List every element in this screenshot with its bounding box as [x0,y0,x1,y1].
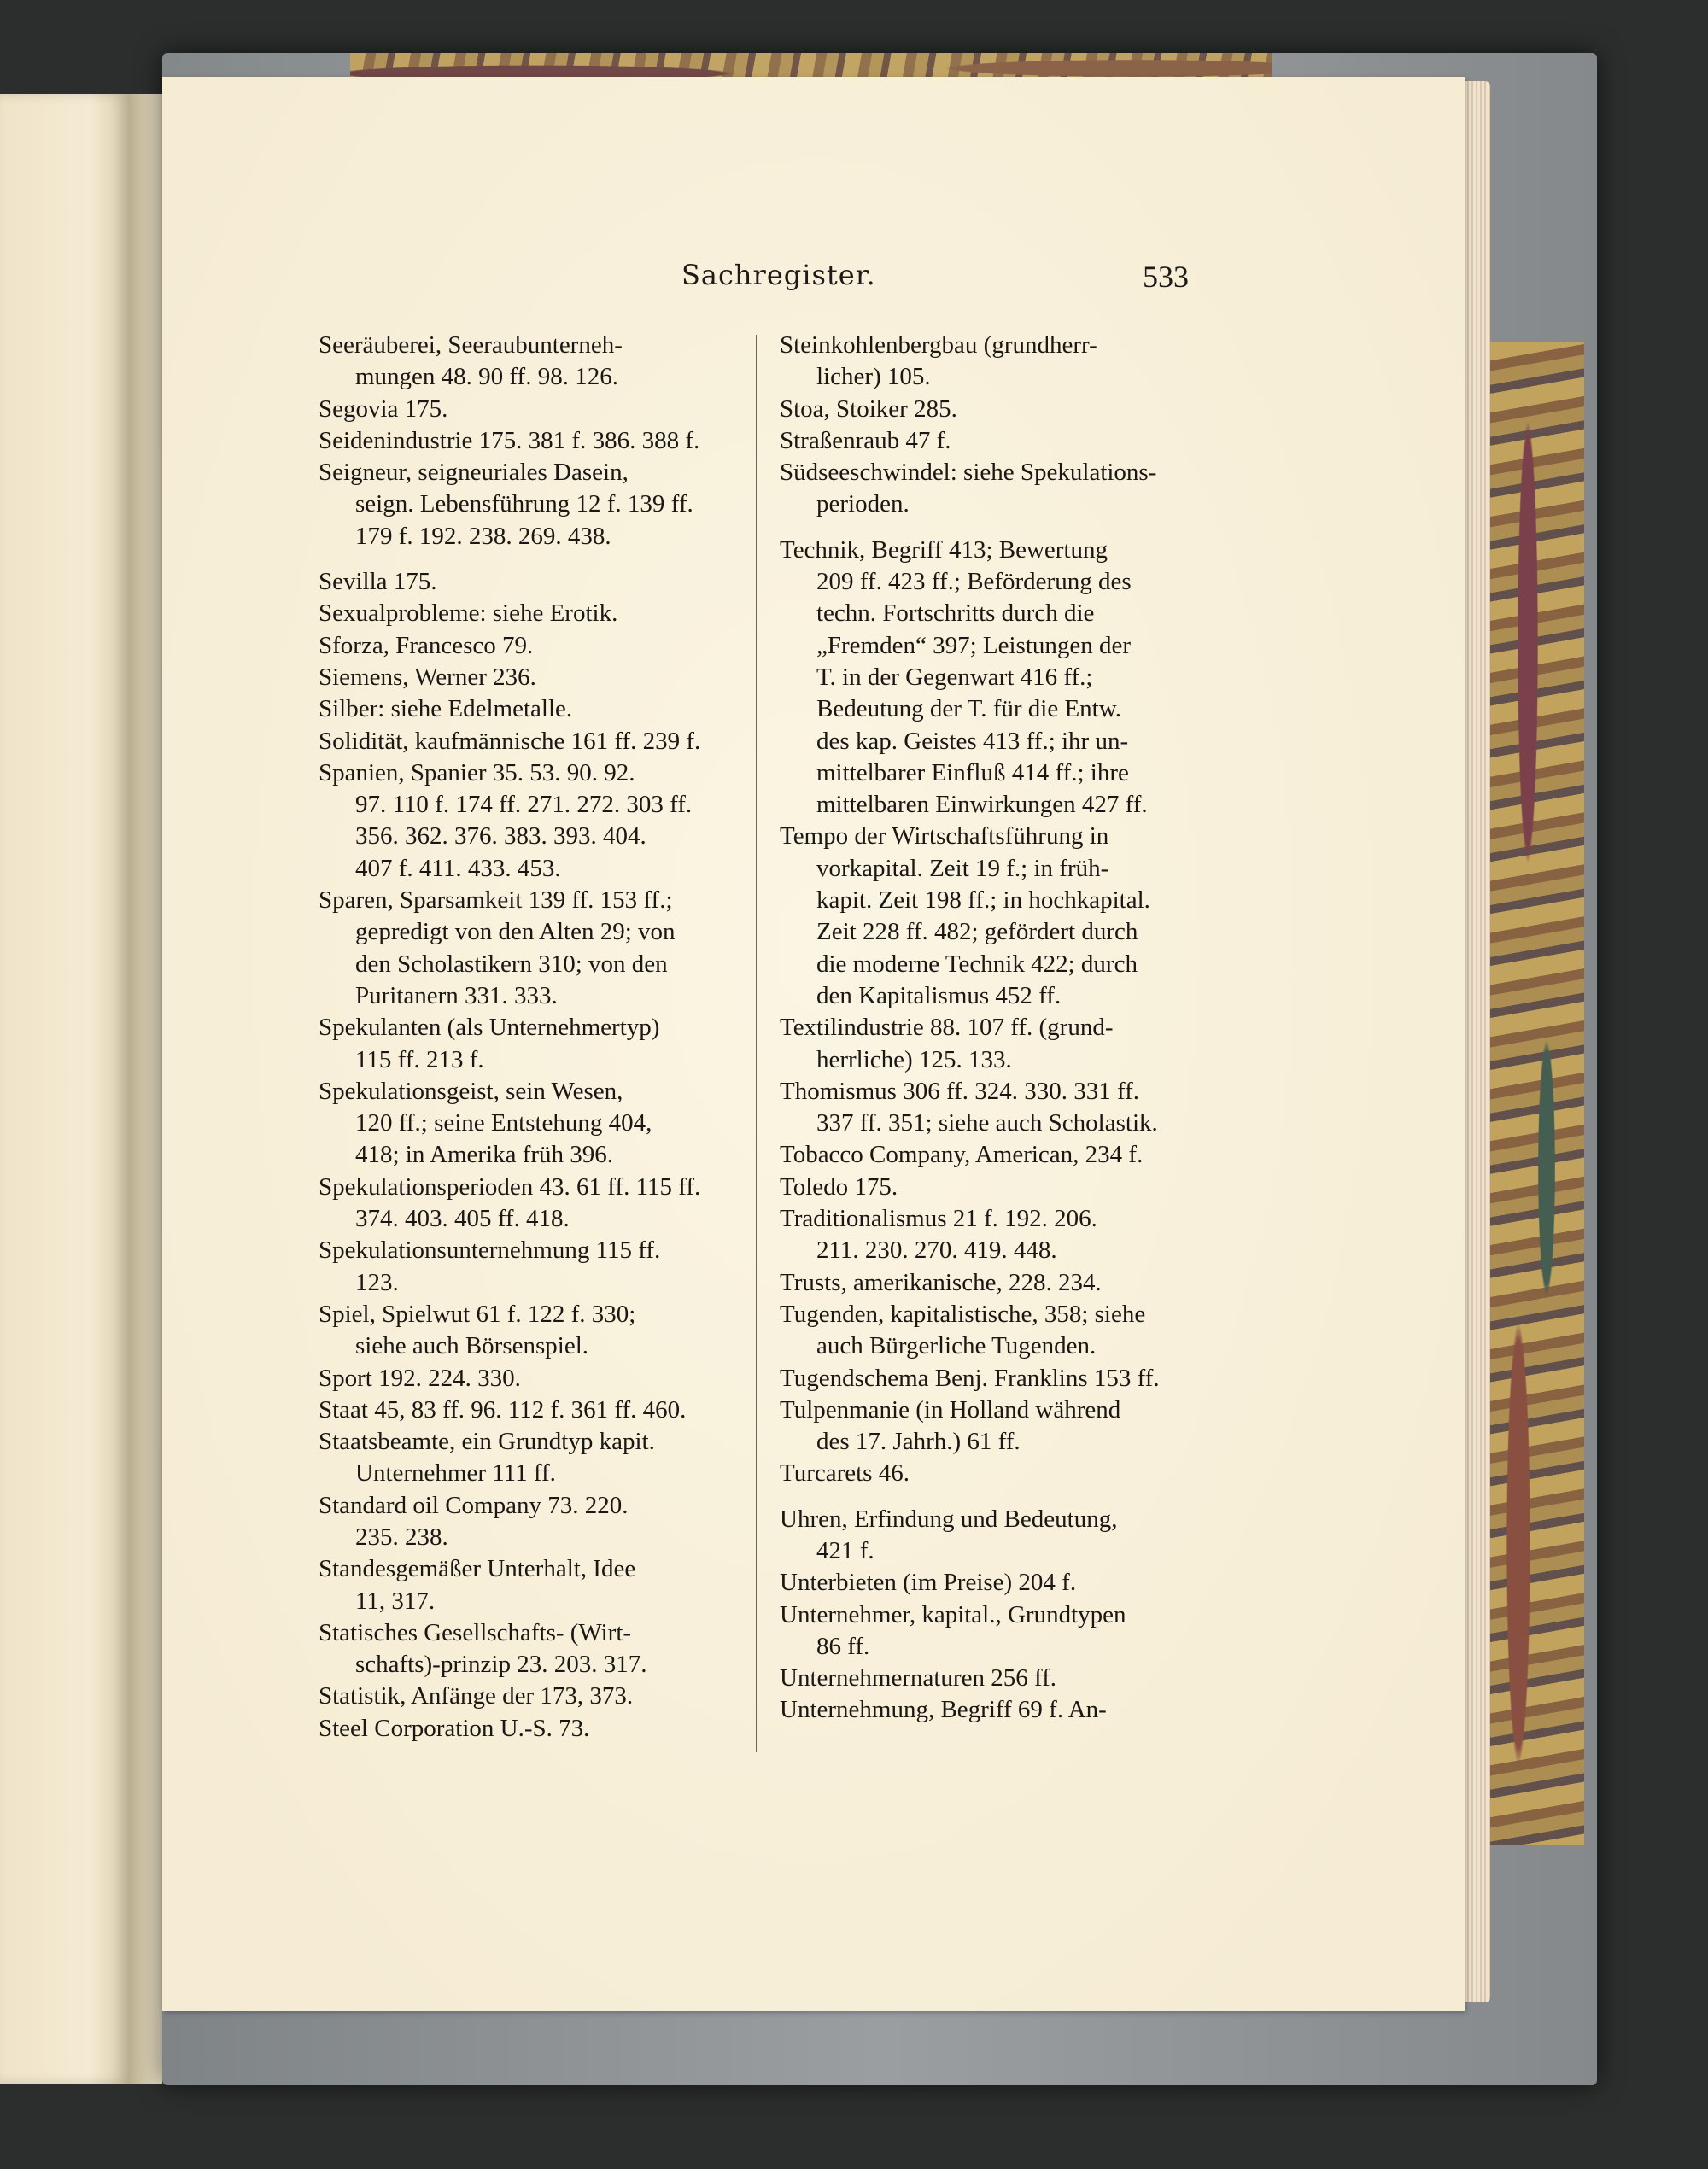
index-line: Tugendschema Benj. Franklins 153 ff. [780,1364,1160,1392]
page-number: 533 [1143,260,1189,294]
index-line: kapit. Zeit 198 ff.; in hochkapital. [816,886,1150,915]
index-line: 179 f. 192. 238. 269. 438. [355,522,611,550]
marbled-edge-right [1490,342,1584,1845]
index-line: siehe auch Börsenspiel. [355,1332,589,1360]
index-line: Puritanern 331. 333. [355,981,558,1009]
index-line: Seidenindustrie 175. 381 f. 386. 388 f. [319,426,700,454]
index-line: techn. Fortschritts durch die [816,599,1095,628]
index-line: den Kapitalismus 452 ff. [816,981,1062,1009]
index-line: Sexualprobleme: siehe Erotik. [319,599,618,628]
index-line: 374. 403. 405 ff. 418. [355,1205,570,1233]
index-line: 337 ff. 351; siehe auch Scholastik. [816,1109,1158,1137]
index-line: Traditionalismus 21 f. 192. 206. [780,1205,1097,1233]
index-line: Spekulationsperioden 43. 61 ff. 115 ff. [319,1172,701,1201]
index-column-right [780,330,1198,1727]
index-line: Segovia 175. [319,395,448,423]
index-line: Statisches Gesellschafts- (Wirt- [319,1618,632,1646]
index-line: 97. 110 f. 174 ff. 271. 272. 303 ff. [355,791,693,819]
index-line: schafts)-prinzip 23. 203. 317. [355,1651,647,1679]
index-line: mittelbaren Einwirkungen 427 ff. [816,791,1148,819]
index-line: 120 ff.; seine Entstehung 404, [355,1109,652,1137]
index-line: Spiel, Spielwut 61 f. 122 f. 330; [319,1300,636,1328]
index-line: Unterbieten (im Preise) 204 f. [780,1569,1077,1597]
column-divider [756,335,757,1752]
index-line: 421 f. [816,1536,874,1564]
index-line: herrliche) 125. 133. [816,1045,1012,1073]
index-line: Zeit 228 ff. 482; gefördert durch [816,918,1138,946]
running-head-title: Sachregister. [681,259,876,291]
index-line: Südseeschwindel: siehe Spekulations- [780,459,1157,487]
index-line: Tulpenmanie (in Holland während [780,1395,1121,1424]
index-line: 209 ff. 423 ff.; Beförderung des [816,568,1132,596]
index-line: Sparen, Sparsamkeit 139 ff. 153 ff.; [319,886,673,915]
index-line: Sevilla 175. [319,568,437,596]
index-line: Siemens, Werner 236. [319,663,536,691]
index-line: Spekulanten (als Unternehmertyp) [319,1014,660,1042]
facing-page [0,94,128,2084]
index-line: mittelbarer Einfluß 414 ff.; ihre [816,758,1129,786]
index-line: „Fremden“ 397; Leistungen der [816,631,1132,659]
book-gutter [128,94,162,2084]
index-line: Textilindustrie 88. 107 ff. (grund- [780,1014,1114,1042]
index-line: Bedeutung der T. für die Entw. [816,695,1122,723]
index-line: Spanien, Spanier 35. 53. 90. 92. [319,758,635,786]
index-line: Staat 45, 83 ff. 96. 112 f. 361 ff. 460. [319,1395,687,1424]
index-line: Seigneur, seigneuriales Dasein, [319,459,629,487]
index-line: perioden. [816,490,910,518]
index-line: die moderne Technik 422; durch [816,950,1138,978]
index-line: Solidität, kaufmännische 161 ff. 239 f. [319,727,701,755]
index-line: 407 f. 411. 433. 453. [355,854,561,882]
index-line: seign. Lebensführung 12 f. 139 ff. [355,490,693,518]
index-line: 211. 230. 270. 419. 448. [816,1237,1057,1265]
index-line: des 17. Jahrh.) 61 ff. [816,1428,1021,1456]
index-line: Sport 192. 224. 330. [319,1364,521,1392]
index-line: Steinkohlenbergbau (grundherr- [780,331,1097,359]
index-line: Spekulationsunternehmung 115 ff. [319,1237,661,1265]
index-column-left [319,330,737,1745]
index-line: 418; in Amerika früh 396. [355,1141,614,1169]
index-line: licher) 105. [816,363,931,391]
index-line: 123. [355,1268,399,1296]
index-line: 115 ff. 213 f. [355,1045,484,1073]
index-line: Standard oil Company 73. 220. [319,1491,629,1519]
index-line: 235. 238. [355,1523,448,1551]
index-line: T. in der Gegenwart 416 ff.; [816,663,1093,691]
index-line: Technik, Begriff 413; Bewertung [780,535,1108,564]
index-line: Straßenraub 47 f. [780,426,951,454]
index-line: mungen 48. 90 ff. 98. 126. [355,363,618,391]
index-line: gepredigt von den Alten 29; von [355,918,676,946]
index-line: den Scholastikern 310; von den [355,950,668,978]
index-line: Thomismus 306 ff. 324. 330. 331 ff. [780,1077,1140,1105]
index-line: Statistik, Anfänge der 173, 373. [319,1682,634,1710]
index-line: vorkapital. Zeit 19 f.; in früh- [816,854,1109,882]
index-line: Tempo der Wirtschaftsführung in [780,822,1109,851]
index-line: Turcarets 46. [780,1459,910,1488]
index-line: Unternehmer, kapital., Grundtypen [780,1600,1126,1628]
index-line: Tobacco Company, American, 234 f. [780,1141,1144,1169]
index-line: Standesgemäßer Unterhalt, Idee [319,1555,636,1583]
index-line: Toledo 175. [780,1172,898,1201]
index-line: Unternehmer 111 ff. [355,1459,556,1488]
index-line: Uhren, Erfindung und Bedeutung, [780,1505,1118,1533]
index-line: 356. 362. 376. 383. 393. 404. [355,822,646,851]
index-line: Seeräuberei, Seeraubunterneh- [319,331,623,359]
index-line: Unternehmernaturen 256 ff. [780,1664,1056,1693]
index-line: Tugenden, kapitalistische, 358; siehe [780,1300,1146,1328]
index-line: Sforza, Francesco 79. [319,631,534,659]
index-line: Spekulationsgeist, sein Wesen, [319,1077,623,1105]
index-line: Trusts, amerikanische, 228. 234. [780,1268,1102,1296]
index-line: 11, 317. [355,1587,436,1615]
index-line: Stoa, Stoiker 285. [780,395,957,423]
index-line: auch Bürgerliche Tugenden. [816,1332,1097,1360]
index-line: Silber: siehe Edelmetalle. [319,695,573,723]
index-line: Staatsbeamte, ein Grundtyp kapit. [319,1428,655,1456]
index-line: 86 ff. [816,1632,870,1660]
index-line: Unternehmung, Begriff 69 f. An- [780,1696,1107,1724]
index-line: des kap. Geistes 413 ff.; ihr un- [816,727,1129,755]
index-line: Steel Corporation U.-S. 73. [319,1714,590,1742]
